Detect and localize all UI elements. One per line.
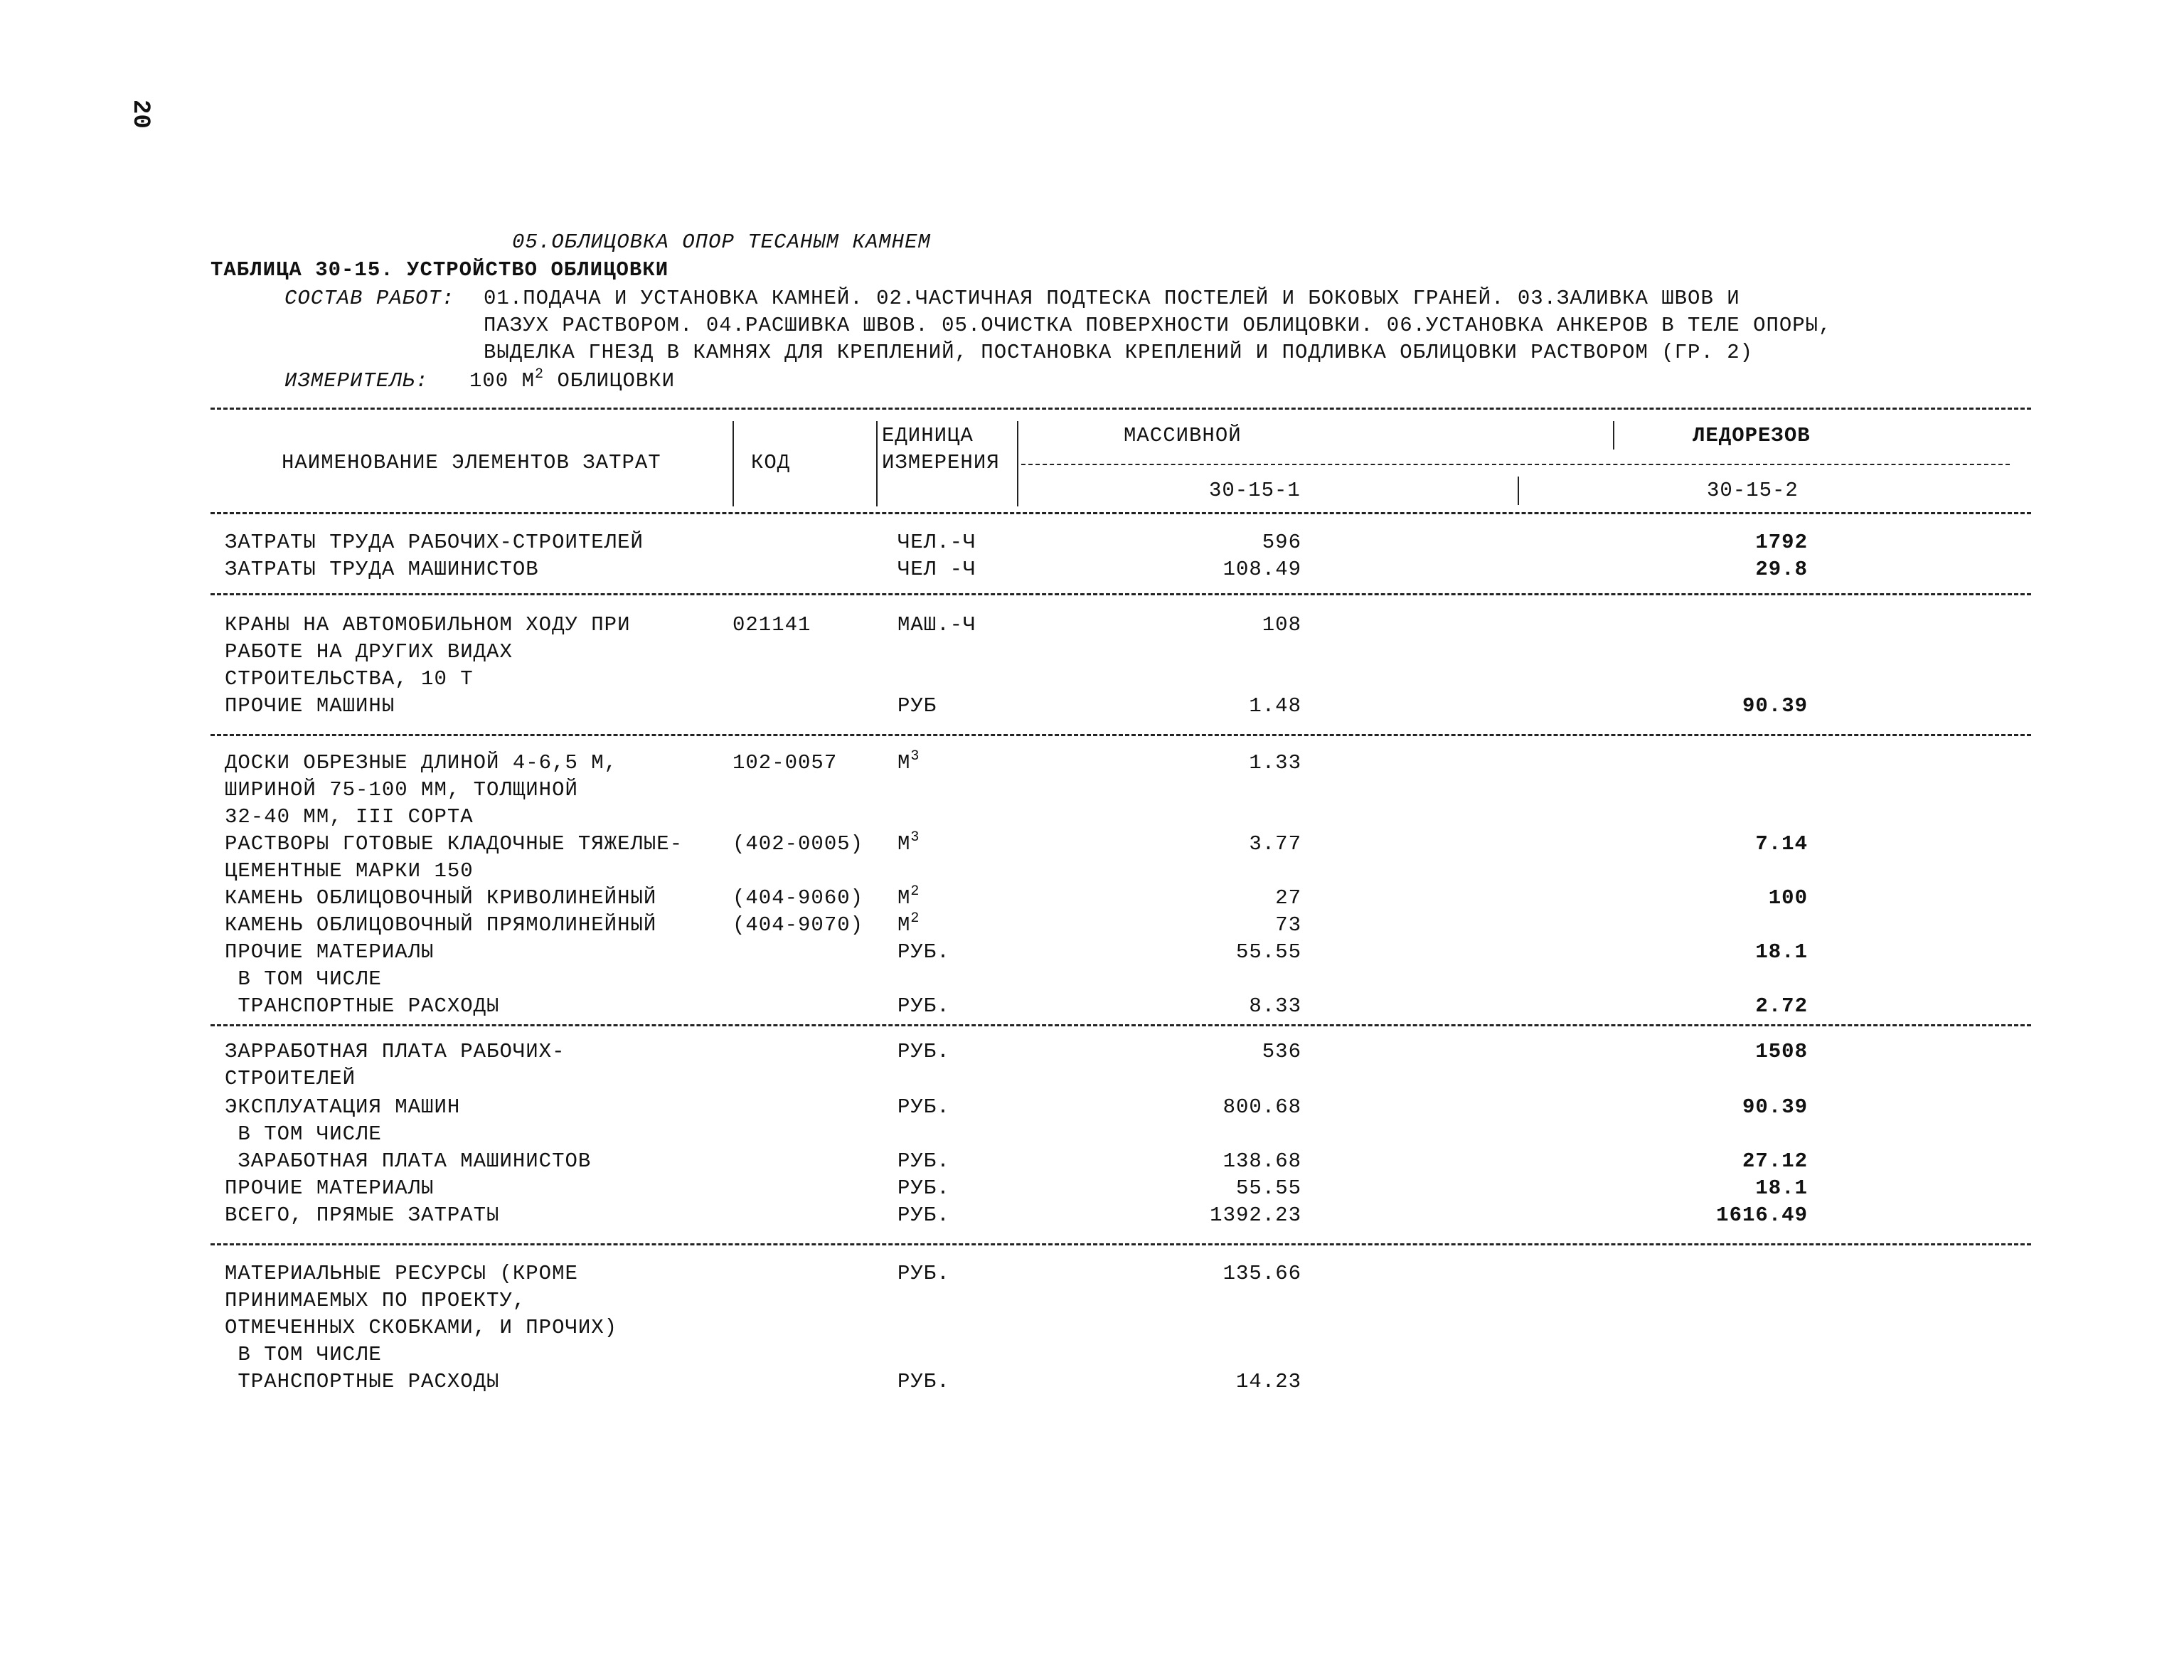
- table-top-rule: [211, 408, 2031, 410]
- unit-of-measure: ЧЕЛ -Ч: [897, 558, 976, 581]
- cost-element-name: ЗАТРАТЫ ТРУДА РАБОЧИХ-СТРОИТЕЛЕЙ: [225, 531, 644, 554]
- cost-element-name: 32-40 ММ, III СОРТА: [225, 805, 474, 829]
- header-icebreakers: ЛЕДОРЕЗОВ: [1693, 424, 1811, 447]
- cost-element-name: КАМЕНЬ ОБЛИЦОВОЧНЫЙ ПРЯМОЛИНЕЙНЫЙ: [225, 913, 657, 937]
- resource-code: 102-0057: [733, 751, 838, 775]
- value-30-15-1: 55.55: [1235, 940, 1301, 964]
- header-separator: [1518, 477, 1519, 505]
- cost-element-name: РАСТВОРЫ ГОТОВЫЕ КЛАДОЧНЫЕ ТЯЖЕЛЫЕ-: [225, 832, 683, 856]
- cost-element-name: СТРОИТЕЛЬСТВА, 10 Т: [225, 667, 474, 691]
- cost-element-name: ПРОЧИЕ МАТЕРИАЛЫ: [225, 940, 435, 964]
- value-30-15-1: 8.33: [1249, 994, 1301, 1018]
- unit-of-measure: РУБ.: [897, 1203, 950, 1227]
- group-rule: [211, 734, 2031, 736]
- header-col2: 30-15-2: [1707, 479, 1799, 502]
- work-label: СОСТАВ РАБОТ:: [284, 287, 455, 310]
- unit-of-measure: РУБ: [897, 694, 937, 718]
- group-rule: [211, 1024, 2031, 1026]
- cost-element-name: ТРАНСПОРТНЫЕ РАСХОДЫ: [225, 994, 500, 1018]
- cost-element-name: ПРОЧИЕ МАШИНЫ: [225, 694, 395, 718]
- value-30-15-1: 14.23: [1235, 1370, 1301, 1393]
- work-line-3: ВЫДЕЛКА ГНЕЗД В КАМНЯХ ДЛЯ КРЕПЛЕНИЙ, ПОСТАНОВКА КРЕПЛЕНИЙ И ПОДЛИВКА ОБЛИЦОВКИ РАСТВОРОМ (ГР. 2): [484, 341, 1754, 364]
- value-30-15-1: 536: [1262, 1040, 1301, 1063]
- value-30-15-1: 73: [1275, 913, 1301, 937]
- value-30-15-1: 135.66: [1222, 1262, 1301, 1285]
- cost-element-name: МАТЕРИАЛЬНЫЕ РЕСУРСЫ (КРОМЕ: [225, 1262, 578, 1285]
- value-30-15-1: 108: [1262, 613, 1301, 637]
- value-30-15-1: 108.49: [1222, 558, 1301, 581]
- cost-element-name: ЦЕМЕНТНЫЕ МАРКИ 150: [225, 859, 474, 883]
- value-30-15-1: 3.77: [1249, 832, 1301, 856]
- cost-element-name: РАБОТЕ НА ДРУГИХ ВИДАХ: [225, 640, 513, 664]
- header-separator: [1017, 421, 1018, 506]
- value-30-15-2: 18.1: [1755, 940, 1808, 964]
- header-unit-2: ИЗМЕРЕНИЯ: [882, 451, 1000, 474]
- unit-of-measure: $М^2$: [897, 910, 920, 937]
- group-rule: [211, 1243, 2031, 1245]
- cost-element-name: В ТОМ ЧИСЛЕ: [225, 967, 382, 991]
- header-bottom-rule: [211, 512, 2031, 514]
- value-30-15-1: 596: [1262, 531, 1301, 554]
- cost-element-name: В ТОМ ЧИСЛЕ: [225, 1122, 382, 1146]
- resource-code: (404-9070): [733, 913, 864, 937]
- header-sub-rule: [1021, 464, 2010, 465]
- value-30-15-1: 1392.23: [1210, 1203, 1301, 1227]
- header-unit-1: ЕДИНИЦА: [882, 424, 974, 447]
- meter-value: 100 $М^2$ ОБЛИЦОВКИ: [469, 366, 676, 393]
- cost-element-name: ВСЕГО, ПРЯМЫЕ ЗАТРАТЫ: [225, 1203, 500, 1227]
- value-30-15-2: 90.39: [1742, 694, 1808, 718]
- header-separator: [733, 421, 734, 506]
- cost-element-name: ДОСКИ ОБРЕЗНЫЕ ДЛИНОЙ 4-6,5 М,: [225, 751, 618, 775]
- cost-element-name: ШИРИНОЙ 75-100 ММ, ТОЛЩИНОЙ: [225, 778, 578, 802]
- cost-element-name: КАМЕНЬ ОБЛИЦОВОЧНЫЙ КРИВОЛИНЕЙНЫЙ: [225, 886, 657, 910]
- value-30-15-2: 1508: [1755, 1040, 1808, 1063]
- value-30-15-1: 800.68: [1222, 1095, 1301, 1119]
- header-massive: МАССИВНОЙ: [1124, 424, 1242, 447]
- cost-element-name: ЭКСПЛУАТАЦИЯ МАШИН: [225, 1095, 461, 1119]
- cost-element-name: ЗАРАБОТНАЯ ПЛАТА МАШИНИСТОВ: [225, 1149, 592, 1173]
- work-line-2: ПАЗУХ РАСТВОРОМ. 04.РАСШИВКА ШВОВ. 05.ОЧИСТКА ПОВЕРХНОСТИ ОБЛИЦОВКИ. 06.УСТАНОВКА АНКЕРОВ В ТЕЛЕ ОПОРЫ,: [484, 314, 1832, 337]
- unit-of-measure: РУБ.: [897, 1176, 950, 1200]
- cost-element-name: КРАНЫ НА АВТОМОБИЛЬНОМ ХОДУ ПРИ: [225, 613, 631, 637]
- header-code: КОД: [751, 451, 791, 474]
- unit-of-measure: $М^2$: [897, 883, 920, 910]
- value-30-15-1: 55.55: [1235, 1176, 1301, 1200]
- value-30-15-1: 1.48: [1249, 694, 1301, 718]
- section-title: 05.ОБЛИЦОВКА ОПОР ТЕСАНЫМ КАМНЕМ: [512, 230, 931, 254]
- meter-label: ИЗМЕРИТЕЛЬ:: [284, 369, 429, 393]
- header-separator: [1613, 421, 1614, 450]
- value-30-15-2: 100: [1768, 886, 1808, 910]
- cost-element-name: СТРОИТЕЛЕЙ: [225, 1067, 356, 1090]
- resource-code: (404-9060): [733, 886, 864, 910]
- cost-element-name: ТРАНСПОРТНЫЕ РАСХОДЫ: [225, 1370, 500, 1393]
- cost-element-name: ЗАТРАТЫ ТРУДА МАШИНИСТОВ: [225, 558, 539, 581]
- unit-of-measure: РУБ.: [897, 940, 950, 964]
- page-number: 20: [127, 100, 154, 129]
- unit-of-measure: $М^3$: [897, 748, 920, 775]
- cost-element-name: ЗАРРАБОТНАЯ ПЛАТА РАБОЧИХ-: [225, 1040, 565, 1063]
- value-30-15-1: 138.68: [1222, 1149, 1301, 1173]
- unit-of-measure: ЧЕЛ.-Ч: [897, 531, 976, 554]
- unit-of-measure: РУБ.: [897, 1095, 950, 1119]
- unit-of-measure: РУБ.: [897, 1370, 950, 1393]
- value-30-15-1: 27: [1275, 886, 1301, 910]
- unit-of-measure: РУБ.: [897, 1262, 950, 1285]
- cost-element-name: ПРИНИМАЕМЫХ ПО ПРОЕКТУ,: [225, 1289, 526, 1312]
- cost-element-name: В ТОМ ЧИСЛЕ: [225, 1343, 382, 1366]
- value-30-15-2: 29.8: [1755, 558, 1808, 581]
- cost-element-name: ОТМЕЧЕННЫХ СКОБКАМИ, И ПРОЧИХ): [225, 1316, 618, 1339]
- table-title: ТАБЛИЦА 30-15. УСТРОЙСТВО ОБЛИЦОВКИ: [211, 258, 669, 282]
- unit-of-measure: РУБ.: [897, 1040, 950, 1063]
- cost-element-name: ПРОЧИЕ МАТЕРИАЛЫ: [225, 1176, 435, 1200]
- header-separator: [876, 421, 878, 506]
- unit-of-measure: МАШ.-Ч: [897, 613, 976, 637]
- unit-of-measure: $М^3$: [897, 829, 920, 856]
- value-30-15-2: 1792: [1755, 531, 1808, 554]
- value-30-15-2: 18.1: [1755, 1176, 1808, 1200]
- resource-code: (402-0005): [733, 832, 864, 856]
- header-col1: 30-15-1: [1209, 479, 1301, 502]
- value-30-15-2: 2.72: [1755, 994, 1808, 1018]
- value-30-15-2: 7.14: [1755, 832, 1808, 856]
- resource-code: 021141: [733, 613, 811, 637]
- value-30-15-2: 1616.49: [1716, 1203, 1808, 1227]
- group-rule: [211, 593, 2031, 595]
- value-30-15-2: 27.12: [1742, 1149, 1808, 1173]
- unit-of-measure: РУБ.: [897, 1149, 950, 1173]
- header-name: НАИМЕНОВАНИЕ ЭЛЕМЕНТОВ ЗАТРАТ: [282, 451, 661, 474]
- work-line-1: 01.ПОДАЧА И УСТАНОВКА КАМНЕЙ. 02.ЧАСТИЧНАЯ ПОДТЕСКА ПОСТЕЛЕЙ И БОКОВЫХ ГРАНЕЙ. 03.ЗАЛИВКА ШВОВ И: [484, 287, 1740, 310]
- value-30-15-1: 1.33: [1249, 751, 1301, 775]
- value-30-15-2: 90.39: [1742, 1095, 1808, 1119]
- unit-of-measure: РУБ.: [897, 994, 950, 1018]
